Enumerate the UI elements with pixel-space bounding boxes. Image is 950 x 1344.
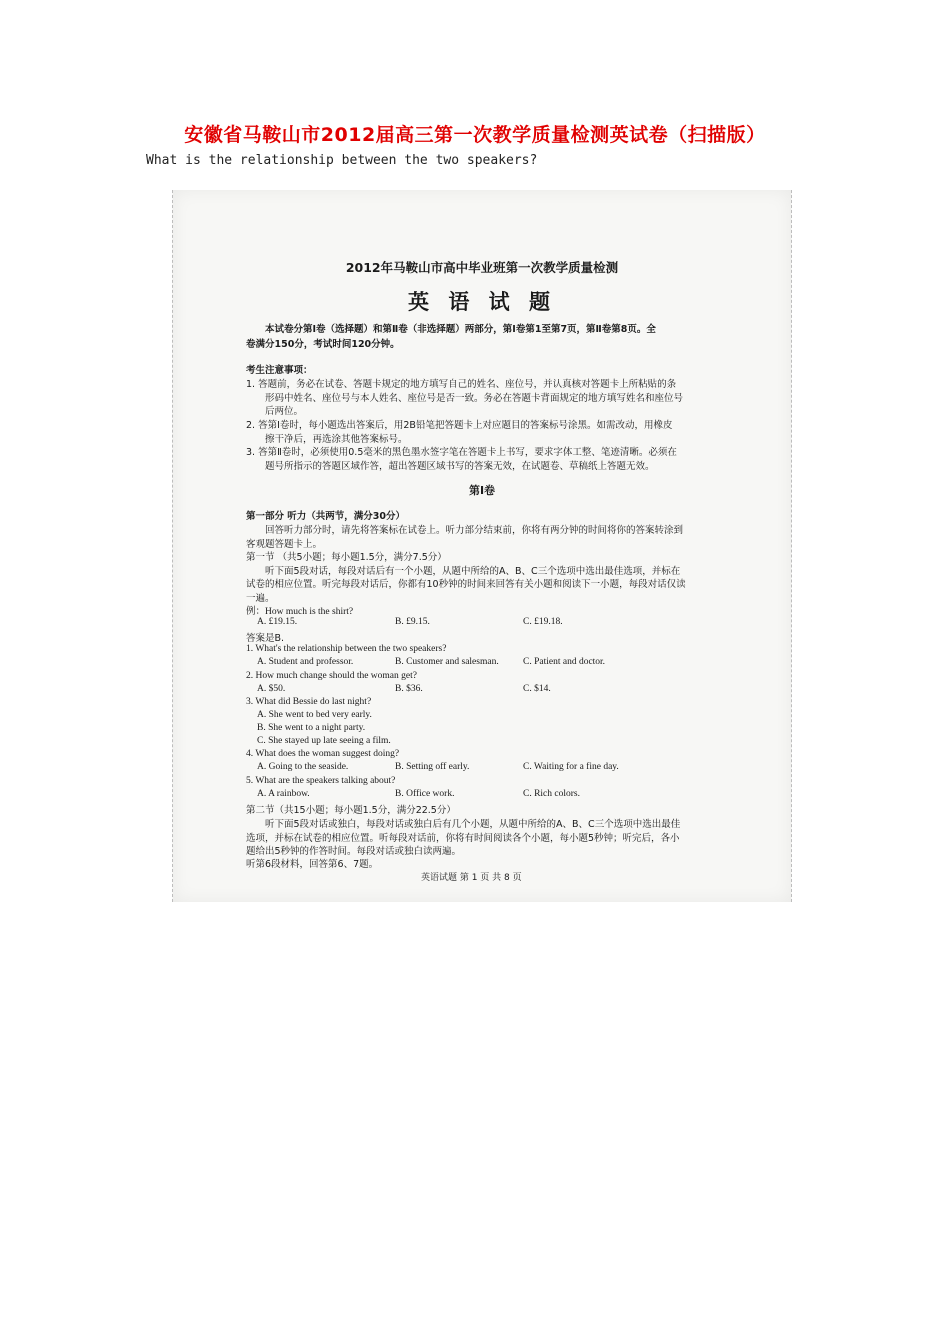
- instruction-line: 客观题答题卡上。: [246, 539, 323, 550]
- option-b: B. £9.15.: [395, 617, 430, 627]
- section-heading: 第一节 （共5小题；每小题1.5分，满分7.5分）: [246, 552, 447, 563]
- instruction-line: 选项，并标在试卷的相应位置。听每段对话前，你将有时间阅读各个小题，每小题5秒钟；听完后，各小: [246, 833, 680, 844]
- option-a: A. A rainbow.: [257, 789, 310, 799]
- instruction-line: 题给出5秒钟的作答时间。每段对话或独白读两遍。: [246, 846, 462, 857]
- question-4: 4. What does the woman suggest doing?: [246, 749, 400, 759]
- notice-line: 3. 答第Ⅱ卷时，必须使用0.5毫米的黑色墨水签字笔在答题卡上书写，要求字体工整、笔迹清晰。必须在: [246, 447, 677, 458]
- option-c: C. Rich colors.: [523, 789, 580, 799]
- option-c: C. $14.: [523, 684, 551, 694]
- exam-subject: 英 语 试 题: [408, 289, 556, 314]
- instruction-line: 一遍。: [246, 593, 275, 604]
- option-a: A. She went to bed very early.: [257, 710, 372, 720]
- option-c: C. She stayed up late seeing a film.: [257, 736, 391, 746]
- intro-line: 卷满分150分，考试时间120分钟。: [246, 339, 400, 350]
- notice-line: 形码中姓名、座位号与本人姓名、座位号是否一致。务必在答题卡背面规定的地方填写姓名和座位号: [265, 393, 684, 404]
- option-b: B. She went to a night party.: [257, 723, 366, 733]
- option-a: A. Going to the seaside.: [257, 762, 349, 772]
- option-a: A. Student and professor.: [257, 657, 354, 667]
- instruction-line: 听下面5段对话或独白，每段对话或独白后有几个小题，从题中所给的A、B、C三个选项中选出最佳: [265, 819, 681, 830]
- intro-line: 本试卷分第Ⅰ卷（选择题）和第Ⅱ卷（非选择题）两部分，第Ⅰ卷第1至第7页，第Ⅱ卷第8页。全: [265, 324, 656, 335]
- option-c: C. £19.18.: [523, 617, 563, 627]
- question-2: 2. How much change should the woman get?: [246, 671, 417, 681]
- notice-line: 1. 答题前，务必在试卷、答题卡规定的地方填写自己的姓名、座位号，并认真核对答题卡上所粘贴的条: [246, 379, 677, 390]
- page-footer: 英语试题 第 1 页 共 8 页: [421, 873, 522, 883]
- notice-line: 题号所指示的答题区域作答，超出答题区域书写的答案无效，在试题卷、草稿纸上答题无效。: [265, 461, 655, 472]
- section-heading: 第二节（共15小题；每小题1.5分，满分22.5分）: [246, 805, 456, 816]
- notice-line: 擦干净后，再选涂其他答案标号。: [265, 434, 408, 445]
- question-5: 5. What are the speakers talking about?: [246, 776, 396, 786]
- instruction-line: 听下面5段对话，每段对话后有一个小题，从题中所给的A、B、C三个选项中选出最佳选项，并标在: [265, 566, 681, 577]
- instruction-line: 听第6段材料，回答第6、7题。: [246, 859, 379, 870]
- option-b: B. Office work.: [395, 789, 455, 799]
- question-text: What is the relationship between the two speakers?: [146, 153, 538, 168]
- example-answer: 答案是B.: [246, 633, 285, 644]
- part-heading: 第一部分 听力（共两节，满分30分）: [246, 511, 406, 522]
- option-c: C. Waiting for a fine day.: [523, 762, 619, 772]
- instruction-line: 回答听力部分时，请先将答案标在试卷上。听力部分结束前，你将有两分钟的时间将你的答案转涂到: [265, 525, 684, 536]
- question-1: 1. What's the relationship between the two speakers?: [246, 644, 447, 654]
- notice-line: 后两位。: [265, 406, 304, 417]
- document-title: 安徽省马鞍山市2012届高三第一次教学质量检测英试卷（扫描版）: [184, 124, 766, 146]
- question-3: 3. What did Bessie do last night?: [246, 697, 372, 707]
- notice-line: 2. 答第Ⅰ卷时，每小题选出答案后，用2B铅笔把答题卡上对应题目的答案标号涂黑。如需改动，用橡皮: [246, 420, 673, 431]
- example-question: 例：How much is the shirt?: [246, 607, 354, 617]
- option-c: C. Patient and doctor.: [523, 657, 606, 667]
- option-a: A. $50.: [257, 684, 286, 694]
- option-a: A. £19.15.: [257, 617, 298, 627]
- option-b: B. $36.: [395, 684, 423, 694]
- instruction-line: 试卷的相应位置。听完每段对话后，你都有10秒钟的时间来回答有关小题和阅读下一小题，每段对话仅读: [246, 579, 686, 590]
- option-b: B. Customer and salesman.: [395, 657, 499, 667]
- volume-heading: 第Ⅰ卷: [468, 484, 496, 497]
- notice-heading: 考生注意事项：: [246, 365, 313, 376]
- scanned-exam-page: [172, 190, 792, 902]
- exam-header: 2012年马鞍山市高中毕业班第一次教学质量检测: [345, 260, 619, 275]
- option-b: B. Setting off early.: [395, 762, 470, 772]
